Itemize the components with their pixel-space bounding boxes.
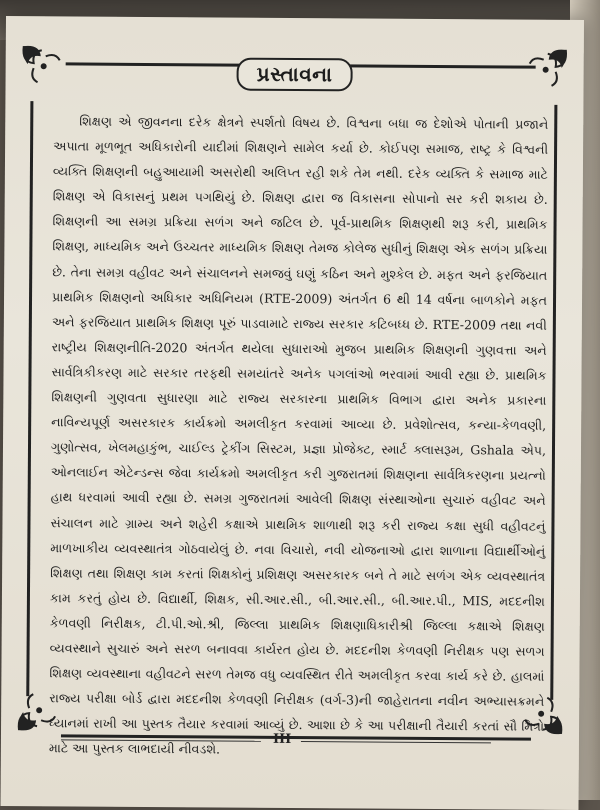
page-number: III — [272, 731, 292, 747]
title-container — [5, 56, 583, 93]
page-title: પ્રસ્તાવના — [237, 58, 353, 92]
preface-paragraph: શિક્ષણ એ જીવનના દરેક ક્ષેત્રને સ્પર્શતો વિષય છે. વિશ્વના બધા જ દેશોએ પોતાની પ્રજાને અપાતા મૂળભૂત અધિકારોની યાદીમાં શિક્ષણને સામેલ કર્યા છે. કોઈપણ સમાજ, રાષ્ટ્ર કે વિશ્વની વ્યક્તિ શિક્ષણની બહુઆયામી અસરોથી અલિપ્ત રહી શકે તેમ નથી. દરેક વ્યક્તિ કે સમાજ માટે શિક્ષણ એ વિકાસનું પ્રથમ પગથિયું છે. શિક્ષણ દ્વારા જ વિકાસના સોપાનો સર કરી શકાય છે. શિક્ષણની આ સમગ્ર પ્રક્રિયા સળંગ અને જટિલ છે. પૂર્વ-પ્રાથમિક શિક્ષણથી શરૂ કરી, પ્રાથમિક શિક્ષણ, માધ્યમિક અને ઉચ્ચતર માધ્યમિક શિક્ષણ તેમજ કોલેજ સુધીનું શિક્ષણ એક સળંગ પ્રક્રિયા છે. તેના સમગ્ર વહીવટ અને સંચાલનને સમજવું ઘણું કઠિન અને મુશ્કેલ છે. મફત અને ફરજિયાત પ્રાથમિક શિક્ષણનો અધિકાર અધિનિયમ (RTE-2009) અંતર્ગત 6 થી 14 વર્ષના બાળકોને મફત અને ફરજિયાત પ્રાથમિક શિક્ષણ પૂરું પાડવામાટે રાજ્ય સરકાર કટિબધ્ધ છે. RTE-2009 તથા નવી રાષ્ટ્રીય શિક્ષણનીતિ-2020 અંતર્ગત થયેલા સુધારાઓ મુજબ પ્રાથમિક શિક્ષણની ગુણવત્તા અને સાર્વત્રિકીકરણ માટે સરકાર તરફથી સમયાંતરે અનેક પગલાંઓ ભરવામાં આવી રહ્યા છે. પ્રાથમિક શિક્ષણની ગુણવતા સુધારણા માટે રાજ્ય સરકારના પ્રાથમિક વિભાગ દ્વારા અનેક પ્રકારના નાવિન્યપૂર્ણ અસરકારક કાર્યક્રમો અમલીકૃત કરવામાં આવ્યા છે. પ્રવેશોત્સવ, કન્યા-કેળવણી, ગુણોત્સવ, ખેલમહાકુંભ, ચાઈલ્ડ ટ્રેકીંગ સિસ્ટમ, પ્રજ્ઞા પ્રોજેક્ટ, સ્માર્ટ ક્લાસરૂમ, Gshala એપ, ઓનલાઈન એટેન્ડન્સ જેવા કાર્યક્રમો અમલીકૃત કરી ગુજરાતમાં શિક્ષણના સાર્વત્રિકરણના પ્રયત્નો હાથ ધરવામાં આવી રહ્યા છે. સમગ્ર ગુજરાતમાં આવેલી શિક્ષણ સંસ્થાઓના સુચારું વહીવટ અને સંચાલન માટે ગ્રામ્ય અને શહેરી કક્ષાએ પ્રાથમિક શાળાથી શરૂ કરી રાજ્ય કક્ષા સુધી વહીવટનું માળખાકીય વ્યવસ્થાતંત્ર ગોઠવાયેલું છે. નવા વિચારો, નવી યોજનાઓ દ્વારા શાળાના વિદ્યાર્થીઓનું શિક્ષણ તથા શિક્ષણ કામ કરતાં શિક્ષકોનું પ્રશિક્ષણ અસરકારક બને તે માટે સળંગ એક વ્યવસ્થાતંત્ર કામ કરતું હોય છે. વિદ્યાર્થી, શિક્ષક, સી.આર.સી., બી.આર.સી., બી.આર.પી., MIS, મદદનીશ કેળવણી નિરીક્ષક, ટી.પી.ઓ.શ્રી, જિલ્લા પ્રાથમિક શિક્ષણાધિકારીશ્રી જિલ્લા કક્ષાએ શિક્ષણ વ્યવસ્થાને સુચારું અને સરળ બનાવવા કાર્યરત હોય છે. મદદનીશ કેળવણી નિરીક્ષક પણ સળગ શિક્ષણ વ્યવસ્થાના વહીવટને સરળ તેમજ વધુ વ્યવસ્થિત રીતે અમલીકૃત કરવા કાર્ય કરે છે. હાલમાં રાજ્ય પરીક્ષા બોર્ડ દ્વારા મદદનીશ કેળવણી નિરીક્ષક (વર્ગ-3)ની જાહેરાતના નવીન અભ્યાસક્રમને ધ્યાનમાં રાખી આ પુસ્તક તૈયાર કરવામાં આવ્યું છે. આશા છે કે આ પરીક્ષાની તૈયારી કરતાં સૌ મિત્રો માટે આ પુસ્તક લાભદાયી નીવડશે. — [48, 113, 549, 757]
frame-right-border — [550, 105, 557, 700]
frame-left-border — [26, 101, 33, 696]
book-page — [0, 16, 584, 810]
